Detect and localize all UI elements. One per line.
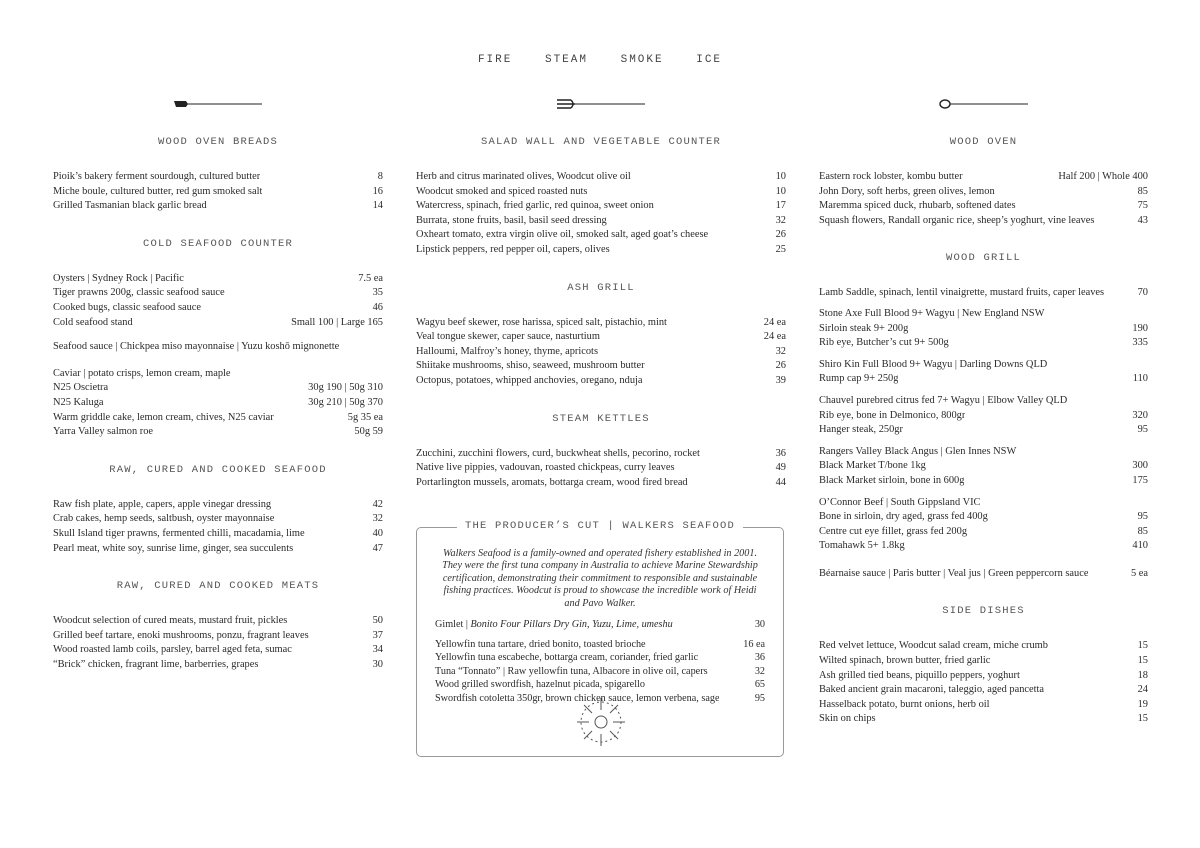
menu-item-price: 18 bbox=[1137, 669, 1148, 681]
menu-item bbox=[416, 345, 786, 360]
menu-item-name: Tuna “Tonnato” | Raw yellowfin tuna, Albacore in olive oil, capers bbox=[435, 665, 708, 677]
menu-item-price: 26 bbox=[775, 360, 786, 372]
menu-item bbox=[819, 199, 1148, 214]
section-wood-oven-breads bbox=[53, 136, 383, 214]
menu-item-name: Zucchini, zucchini flowers, curd, buckwheat shells, pecorino, rocket bbox=[416, 447, 700, 459]
menu-item-price: 16 bbox=[372, 185, 383, 197]
menu-item-price: 37 bbox=[372, 629, 383, 641]
menu-item bbox=[416, 374, 786, 389]
menu-item-name: Octopus, potatoes, whipped anchovies, oregano, nduja bbox=[416, 374, 643, 386]
menu-item bbox=[53, 411, 383, 426]
menu-item-name: Oxheart tomato, extra virgin olive oil, smoked salt, aged goat’s cheese bbox=[416, 229, 709, 241]
menu-item-price: 8 bbox=[377, 171, 383, 182]
menu-item-price: 50 bbox=[372, 615, 383, 627]
menu-item-name: Woodcut smoked and spiced roasted nuts bbox=[416, 185, 588, 197]
menu-item bbox=[819, 170, 1148, 185]
menu-item-name: Eastern rock lobster, kombu butter bbox=[819, 171, 963, 182]
menu-item-name: Black Market T/bone 1kg bbox=[819, 460, 926, 472]
fork-icon bbox=[416, 92, 786, 116]
menu-item-price: 190 bbox=[1132, 322, 1148, 334]
section-wood-oven bbox=[819, 136, 1148, 228]
menu-item-name: Pearl meat, white soy, sunrise lime, ginger, sea succulents bbox=[53, 542, 294, 554]
menu-item-price: 49 bbox=[775, 462, 786, 474]
menu-item-name: Miche boule, cultured butter, red gum smoked salt bbox=[53, 185, 263, 197]
menu-item-name: Wood grilled swordfish, hazelnut picada, spigarello bbox=[435, 679, 645, 691]
menu-item-price: 75 bbox=[1137, 200, 1148, 212]
menu-item bbox=[53, 199, 383, 214]
menu-item-name: Yarra Valley salmon roe bbox=[53, 426, 154, 438]
menu-item-name: Wood roasted lamb coils, parsley, barrel aged feta, sumac bbox=[53, 644, 292, 656]
grill-producer-group bbox=[819, 394, 1148, 438]
menu-item-price: 35 bbox=[372, 287, 383, 299]
menu-item-name: Hanger steak, 250gr bbox=[819, 424, 903, 436]
menu-item bbox=[819, 322, 1148, 337]
menu-item-price: 5g 35 ea bbox=[347, 411, 383, 423]
menu-item-name: Halloumi, Malfroy’s honey, thyme, apricots bbox=[416, 345, 598, 357]
grill-producer-heading: Shiro Kin Full Blood 9+ Wagyu | Darling Downs QLD bbox=[819, 358, 1048, 370]
menu-item-price: 14 bbox=[372, 200, 383, 212]
menu-item-price: 110 bbox=[1132, 373, 1148, 385]
menu-item bbox=[416, 214, 786, 229]
menu-item bbox=[53, 396, 383, 411]
menu-item bbox=[819, 669, 1148, 684]
menu-item-price: 335 bbox=[1132, 337, 1148, 349]
tagline bbox=[0, 54, 1200, 66]
menu-item-price: 17 bbox=[775, 200, 786, 212]
menu-item bbox=[53, 542, 383, 557]
tagline-word: STEAM bbox=[544, 54, 588, 66]
menu-item-name: Skull Island tiger prawns, fermented chilli, macadamia, lime bbox=[53, 527, 305, 539]
menu-item bbox=[819, 286, 1148, 301]
grill-producer-group bbox=[819, 445, 1148, 489]
menu-item-price: 44 bbox=[775, 476, 786, 488]
section-heading: RAW, CURED AND COOKED MEATS bbox=[116, 580, 320, 593]
menu-item-name: Shiitake mushrooms, shiso, seaweed, mushroom butter bbox=[416, 360, 645, 372]
menu-column-right bbox=[819, 92, 1148, 751]
menu-item bbox=[416, 476, 786, 491]
menu-item bbox=[435, 665, 765, 679]
grill-sauces-row bbox=[819, 567, 1148, 582]
menu-item-name: Pioik’s bakery ferment sourdough, cultured butter bbox=[53, 171, 261, 182]
menu-item-price: 95 bbox=[1137, 424, 1148, 436]
menu-item-name: Watercress, spinach, fried garlic, red quinoa, sweet onion bbox=[416, 200, 654, 212]
tagline-word: SMOKE bbox=[620, 54, 664, 66]
menu-item-name: Lipstick peppers, red pepper oil, capers, olives bbox=[416, 243, 610, 255]
menu-item bbox=[819, 214, 1148, 229]
gimlet-detail: Bonito Four Pillars Dry Gin, Yuzu, Lime, umeshu bbox=[470, 619, 673, 631]
menu-item bbox=[819, 712, 1148, 727]
menu-item-name: Sirloin steak 9+ 200g bbox=[819, 322, 909, 334]
menu-item bbox=[53, 316, 383, 331]
menu-column-middle bbox=[416, 92, 786, 514]
menu-item bbox=[819, 336, 1148, 351]
menu-item-name: Oysters | Sydney Rock | Pacific bbox=[53, 272, 184, 284]
menu-item-name: Béarnaise sauce | Paris butter | Veal jus | Green peppercorn sauce bbox=[819, 567, 1089, 579]
menu-column-left bbox=[53, 92, 383, 696]
menu-item bbox=[53, 381, 383, 396]
grill-producer-heading: Stone Axe Full Blood 9+ Wagyu | New England NSW bbox=[819, 307, 1045, 319]
menu-item bbox=[416, 359, 786, 374]
grill-producer-heading: Chauvel purebred citrus fed 7+ Wagyu | Elbow Valley QLD bbox=[819, 394, 1068, 406]
section-ash-grill bbox=[416, 282, 786, 389]
section-salad-wall bbox=[416, 136, 786, 258]
menu-item-name: Crab cakes, hemp seeds, saltbush, oyster mayonnaise bbox=[53, 513, 275, 525]
menu-item bbox=[53, 527, 383, 542]
menu-item bbox=[53, 272, 383, 287]
menu-item-price: Half 200 | Whole 400 bbox=[1058, 171, 1148, 182]
menu-item-name: Tiger prawns 200g, classic seafood sauce bbox=[53, 287, 225, 299]
menu-item-price: 410 bbox=[1132, 540, 1148, 552]
gimlet-row bbox=[435, 618, 765, 632]
menu-item-price: 25 bbox=[775, 243, 786, 255]
section-steam-kettles bbox=[416, 413, 786, 491]
menu-item-price: 32 bbox=[372, 513, 383, 525]
menu-item-name: Cooked bugs, classic seafood sauce bbox=[53, 301, 202, 313]
menu-item-name: Yellowfin tuna tartare, dried bonito, toasted brioche bbox=[435, 638, 646, 650]
menu-item-price: 19 bbox=[1137, 698, 1148, 710]
menu-item bbox=[416, 199, 786, 214]
menu-item bbox=[53, 629, 383, 644]
menu-item-name: Hasselback potato, burnt onions, herb oil bbox=[819, 698, 990, 710]
menu-item-price: 42 bbox=[372, 498, 383, 510]
menu-item bbox=[819, 459, 1148, 474]
producers-cut-heading: THE PRODUCER’S CUT | WALKERS SEAFOOD bbox=[457, 520, 743, 532]
menu-item bbox=[53, 425, 383, 440]
menu-item bbox=[53, 658, 383, 673]
producers-cut-box bbox=[416, 520, 784, 757]
menu-item bbox=[819, 510, 1148, 525]
menu-item-name: Squash flowers, Randall organic rice, sheep’s yoghurt, vine leaves bbox=[819, 214, 1095, 226]
menu-item-name: Bone in sirloin, dry aged, grass fed 400g bbox=[819, 511, 988, 523]
menu-item bbox=[53, 512, 383, 527]
menu-item bbox=[435, 678, 765, 692]
menu-item-name: Rump cap 9+ 250g bbox=[819, 373, 899, 385]
menu-item-name: Rib eye, bone in Delmonico, 800gr bbox=[819, 409, 966, 421]
menu-item-price: 175 bbox=[1132, 474, 1148, 486]
menu-item-name: Herb and citrus marinated olives, Woodcut olive oil bbox=[416, 171, 631, 182]
menu-item bbox=[53, 301, 383, 316]
seafood-sauces-note: Seafood sauce | Chickpea miso mayonnaise | Yuzu koshō mignonette bbox=[53, 341, 340, 353]
menu-item bbox=[819, 474, 1148, 489]
menu-item-price: 320 bbox=[1132, 409, 1148, 421]
tagline-word: FIRE bbox=[477, 54, 513, 66]
menu-item-price: 15 bbox=[1137, 640, 1148, 652]
menu-item-price: 24 ea bbox=[763, 331, 786, 343]
menu-item bbox=[53, 286, 383, 301]
menu-item-price: Small 100 | Large 165 bbox=[291, 316, 383, 328]
menu-item bbox=[435, 638, 765, 652]
menu-item-price: 36 bbox=[754, 652, 765, 664]
menu-item-name: Grilled Tasmanian black garlic bread bbox=[53, 200, 207, 212]
menu-item bbox=[819, 683, 1148, 698]
menu-item bbox=[53, 170, 383, 185]
menu-item-price: 39 bbox=[775, 374, 786, 386]
section-wood-grill bbox=[819, 252, 1148, 581]
menu-item-price: 16 ea bbox=[743, 638, 765, 650]
menu-item-price: 85 bbox=[1137, 185, 1148, 197]
producers-cut-intro: Walkers Seafood is a family-owned and operated fishery established in 2001. They were the first tuna company in Australia to achieve Marine Stewardship certification, demonstrating their commitment to responsible and sustainable fishing practices. Woodcut is proud to showcase the incredible work of Heidi and Pavo Walker. bbox=[442, 548, 758, 609]
menu-item bbox=[416, 316, 786, 331]
menu-item-price: 46 bbox=[372, 301, 383, 313]
tagline-word: ICE bbox=[696, 54, 723, 66]
gimlet-name: Gimlet | bbox=[435, 619, 471, 631]
grill-producer-heading: Rangers Valley Black Angus | Glen Innes NSW bbox=[819, 445, 1017, 457]
section-cold-seafood bbox=[53, 238, 383, 440]
menu-item-price: 24 bbox=[1137, 684, 1148, 696]
menu-item-price: 36 bbox=[775, 447, 786, 459]
menu-item-price: 10 bbox=[775, 185, 786, 197]
grill-producer-group bbox=[819, 307, 1148, 351]
menu-item bbox=[416, 185, 786, 200]
menu-item-price: 70 bbox=[1137, 287, 1148, 299]
menu-item bbox=[819, 372, 1148, 387]
menu-item-price: 5 ea bbox=[1130, 567, 1148, 579]
menu-item-price: 32 bbox=[775, 345, 786, 357]
menu-item bbox=[416, 243, 786, 258]
menu-item-name: Wagyu beef skewer, rose harissa, spiced salt, pistachio, mint bbox=[416, 316, 667, 328]
menu-item-name: Baked ancient grain macaroni, taleggio, aged pancetta bbox=[819, 684, 1045, 696]
menu-item bbox=[53, 185, 383, 200]
menu-item-name: Tomahawk 5+ 1.8kg bbox=[819, 540, 905, 552]
menu-item-price: 7.5 ea bbox=[358, 272, 383, 284]
menu-item-price: 15 bbox=[1137, 713, 1148, 725]
menu-item-name: Woodcut selection of cured meats, mustard fruit, pickles bbox=[53, 615, 288, 627]
menu-item bbox=[53, 614, 383, 629]
section-heading: RAW, CURED AND COOKED SEAFOOD bbox=[109, 463, 327, 476]
menu-item-name: Skin on chips bbox=[819, 713, 876, 725]
menu-item bbox=[53, 498, 383, 513]
menu-item bbox=[53, 643, 383, 658]
menu-item-name: Grilled beef tartare, enoki mushrooms, ponzu, fragrant leaves bbox=[53, 629, 309, 641]
menu-item-price: 30g 190 | 50g 310 bbox=[308, 382, 383, 394]
menu-item-name: Raw fish plate, apple, capers, apple vinegar dressing bbox=[53, 498, 272, 510]
section-heading: WOOD GRILL bbox=[945, 252, 1021, 265]
menu-item bbox=[819, 525, 1148, 540]
grill-producer-heading: O’Connor Beef | South Gippsland VIC bbox=[819, 496, 981, 508]
menu-item bbox=[819, 409, 1148, 424]
menu-item-price: 24 ea bbox=[763, 316, 786, 328]
menu-item-name: “Brick” chicken, fragrant lime, barberries, grapes bbox=[53, 658, 259, 670]
menu-item-name: Burrata, stone fruits, basil, basil seed dressing bbox=[416, 214, 607, 226]
menu-item bbox=[819, 539, 1148, 554]
menu-item bbox=[819, 698, 1148, 713]
section-heading: WOOD OVEN bbox=[949, 136, 1018, 148]
spoon-icon bbox=[819, 92, 1148, 116]
menu-item bbox=[416, 170, 786, 185]
menu-item-price: 95 bbox=[1137, 511, 1148, 523]
menu-item-name: Portarlington mussels, aromats, bottarga cream, wood fired bread bbox=[416, 476, 688, 488]
section-heading: COLD SEAFOOD COUNTER bbox=[142, 237, 294, 250]
menu-item-price: 30g 210 | 50g 370 bbox=[308, 396, 383, 408]
menu-item bbox=[416, 461, 786, 476]
section-heading: SALAD WALL AND VEGETABLE COUNTER bbox=[480, 136, 722, 148]
menu-item-price: 47 bbox=[372, 542, 383, 554]
menu-item-name: Warm griddle cake, lemon cream, chives, N25 caviar bbox=[53, 411, 274, 423]
menu-item-price: 50g 59 bbox=[354, 426, 383, 438]
menu-item bbox=[435, 651, 765, 665]
menu-item-name: John Dory, soft herbs, green olives, lemon bbox=[819, 185, 995, 197]
menu-item-name: N25 Oscietra bbox=[53, 382, 109, 394]
section-heading: WOOD OVEN BREADS bbox=[157, 136, 279, 148]
menu-item-price: 30 bbox=[372, 658, 383, 670]
grill-producer-group bbox=[819, 358, 1148, 387]
knife-icon bbox=[53, 92, 383, 116]
gimlet-price: 30 bbox=[754, 619, 765, 631]
menu-item-name: Red velvet lettuce, Woodcut salad cream, miche crumb bbox=[819, 640, 1048, 652]
menu-item-name: Lamb Saddle, spinach, lentil vinaigrette, mustard fruits, caper leaves bbox=[819, 287, 1105, 299]
menu-item bbox=[819, 654, 1148, 669]
menu-item-name: Veal tongue skewer, caper sauce, nasturtium bbox=[416, 331, 600, 343]
menu-item-name: Black Market sirloin, bone in 600g bbox=[819, 474, 965, 486]
menu-item-name: Centre cut eye fillet, grass fed 200g bbox=[819, 525, 968, 537]
menu-item-price: 65 bbox=[754, 679, 765, 691]
menu-item-name: Native live pippies, vadouvan, roasted chickpeas, curry leaves bbox=[416, 462, 675, 474]
menu-item-name: N25 Kaluga bbox=[53, 396, 104, 408]
menu-item-price: 15 bbox=[1137, 655, 1148, 667]
menu-item-price: 43 bbox=[1137, 214, 1148, 226]
section-raw-meats bbox=[53, 580, 383, 672]
menu-item-name: Swordfish cotoletta 350gr, brown chicken sauce, lemon verbena, sage bbox=[435, 693, 720, 704]
menu-item-name: Wilted spinach, brown butter, fried garlic bbox=[819, 655, 991, 667]
menu-item bbox=[819, 185, 1148, 200]
menu-item bbox=[416, 330, 786, 345]
menu-item bbox=[416, 228, 786, 243]
menu-item-price: 10 bbox=[775, 171, 786, 182]
menu-item bbox=[819, 639, 1148, 654]
section-heading: ASH GRILL bbox=[567, 281, 635, 294]
walkers-seafood-logo-icon bbox=[573, 694, 629, 750]
menu-item-name: Yellowfin tuna escabeche, bottarga cream, coriander, fried garlic bbox=[435, 652, 699, 664]
menu-item-name: Cold seafood stand bbox=[53, 316, 133, 328]
menu-item-name: Rib eye, Butcher’s cut 9+ 500g bbox=[819, 337, 949, 349]
section-side-dishes bbox=[819, 605, 1148, 727]
menu-item-price: 34 bbox=[372, 644, 383, 656]
menu-item bbox=[416, 447, 786, 462]
menu-item-price: 32 bbox=[754, 665, 765, 677]
menu-item-price: 40 bbox=[372, 527, 383, 539]
menu-item-price: 85 bbox=[1137, 525, 1148, 537]
menu-item-name: Maremma spiced duck, rhubarb, softened dates bbox=[819, 200, 1016, 212]
menu-item-name: Ash grilled tied beans, piquillo peppers, yoghurt bbox=[819, 669, 1020, 681]
grill-producer-group bbox=[819, 496, 1148, 554]
menu-item-price: 300 bbox=[1132, 460, 1148, 472]
section-heading: STEAM KETTLES bbox=[552, 412, 650, 425]
menu-item bbox=[819, 423, 1148, 438]
menu-item-price: 26 bbox=[775, 229, 786, 241]
caviar-subheading: Caviar | potato crisps, lemon cream, maple bbox=[53, 367, 231, 379]
section-raw-seafood bbox=[53, 464, 383, 556]
menu-item-price: 95 bbox=[754, 693, 765, 704]
section-heading: SIDE DISHES bbox=[942, 605, 1025, 618]
menu-item-price: 32 bbox=[775, 214, 786, 226]
